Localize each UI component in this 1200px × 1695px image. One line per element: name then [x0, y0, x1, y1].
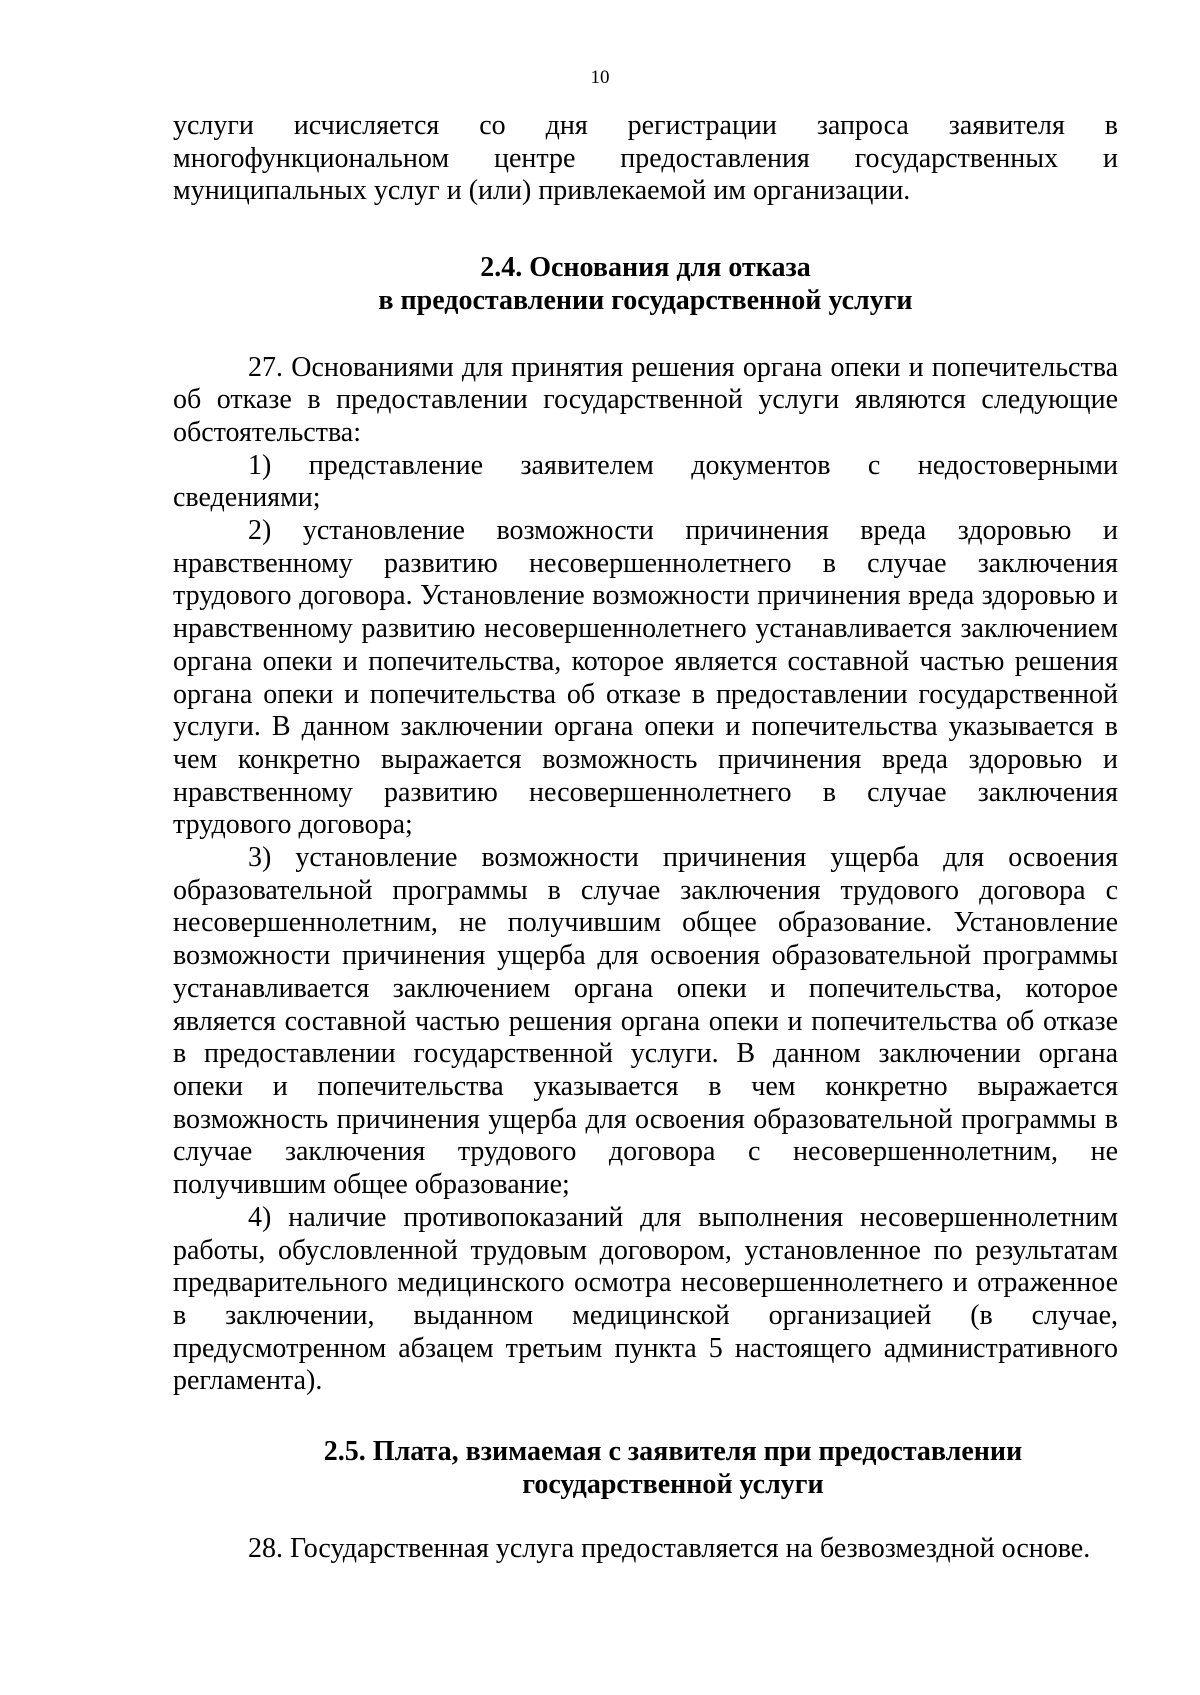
- item-28-paragraph: 28. Государственная услуга предоставляется на безвозмездной основе.: [248, 1533, 1091, 1565]
- section-2-4-title-line2: в предоставлении государственной услуги: [378, 284, 913, 316]
- section-2-4-title-line1: 2.4. Основания для отказа: [480, 252, 811, 284]
- section-2-5-heading: [173, 1436, 1118, 1501]
- section-2-5-title-line2: государственной услуги: [522, 1468, 824, 1500]
- intro-paragraph: услуги исчисляется со дня регистрации запроса заявителя в многофункциональном центре предоставления государственных и муниципальных услуг и (или) привлекаемой им организации.: [173, 110, 1118, 207]
- page-number: 10: [590, 67, 610, 88]
- item-27-paragraph: 27. Основаниями для принятия решения органа опеки и попечительства об отказе в предоставлении государственной услуги являются следующие обстоятельства:: [173, 351, 1118, 448]
- section-2-4-heading: [173, 252, 1118, 317]
- document-body: [173, 110, 1118, 1566]
- list-item-4: 4) наличие противопоказаний для выполнения несовершеннолетним работы, обусловленной трудовым договором, установленное по результатам предварительного медицинского осмотра несовершеннолетнего и отраженное в заключении, выданном медицинской организацией (в случае, предусмотренном абзацем третьим пункта 5 настоящего административного регламента).: [173, 1201, 1118, 1397]
- section-2-5-title-line1: 2.5. Плата, взимаемая с заявителя при предоставлении: [323, 1436, 1023, 1468]
- list-item-3: 3) установление возможности причинения ущерба для освоения образовательной программы в случае заключения трудового договора с несовершеннолетним, не получившим общее образование. Установление возможности причинения ущерба для освоения образовательной программы устанавливается заключением органа опеки и попечительства, которое является составной частью решения органа опеки и попечительства об отказе в предоставлении государственной услуги. В данном заключении органа опеки и попечительства указывается в чем конкретно выражается возможность причинения ущерба для освоения образовательной программы в случае заключения трудового договора с несовершеннолетним, не получившим общее образование;: [173, 842, 1118, 1201]
- list-item-1: 1) представление заявителем документов с недостоверными сведениями;: [173, 449, 1118, 514]
- list-item-2: 2) установление возможности причинения вреда здоровью и нравственному развитию несовершеннолетнего в случае заключения трудового договора. Установление возможности причинения вреда здоровью и нравственному развитию несовершеннолетнего устанавливается заключением органа опеки и попечительства, которое является составной частью решения органа опеки и попечительства об отказе в предоставлении государственной услуги. В данном заключении органа опеки и попечительства указывается в чем конкретно выражается возможность причинения вреда здоровью и нравственному развитию несовершеннолетнего в случае заключения трудового договора;: [173, 515, 1118, 841]
